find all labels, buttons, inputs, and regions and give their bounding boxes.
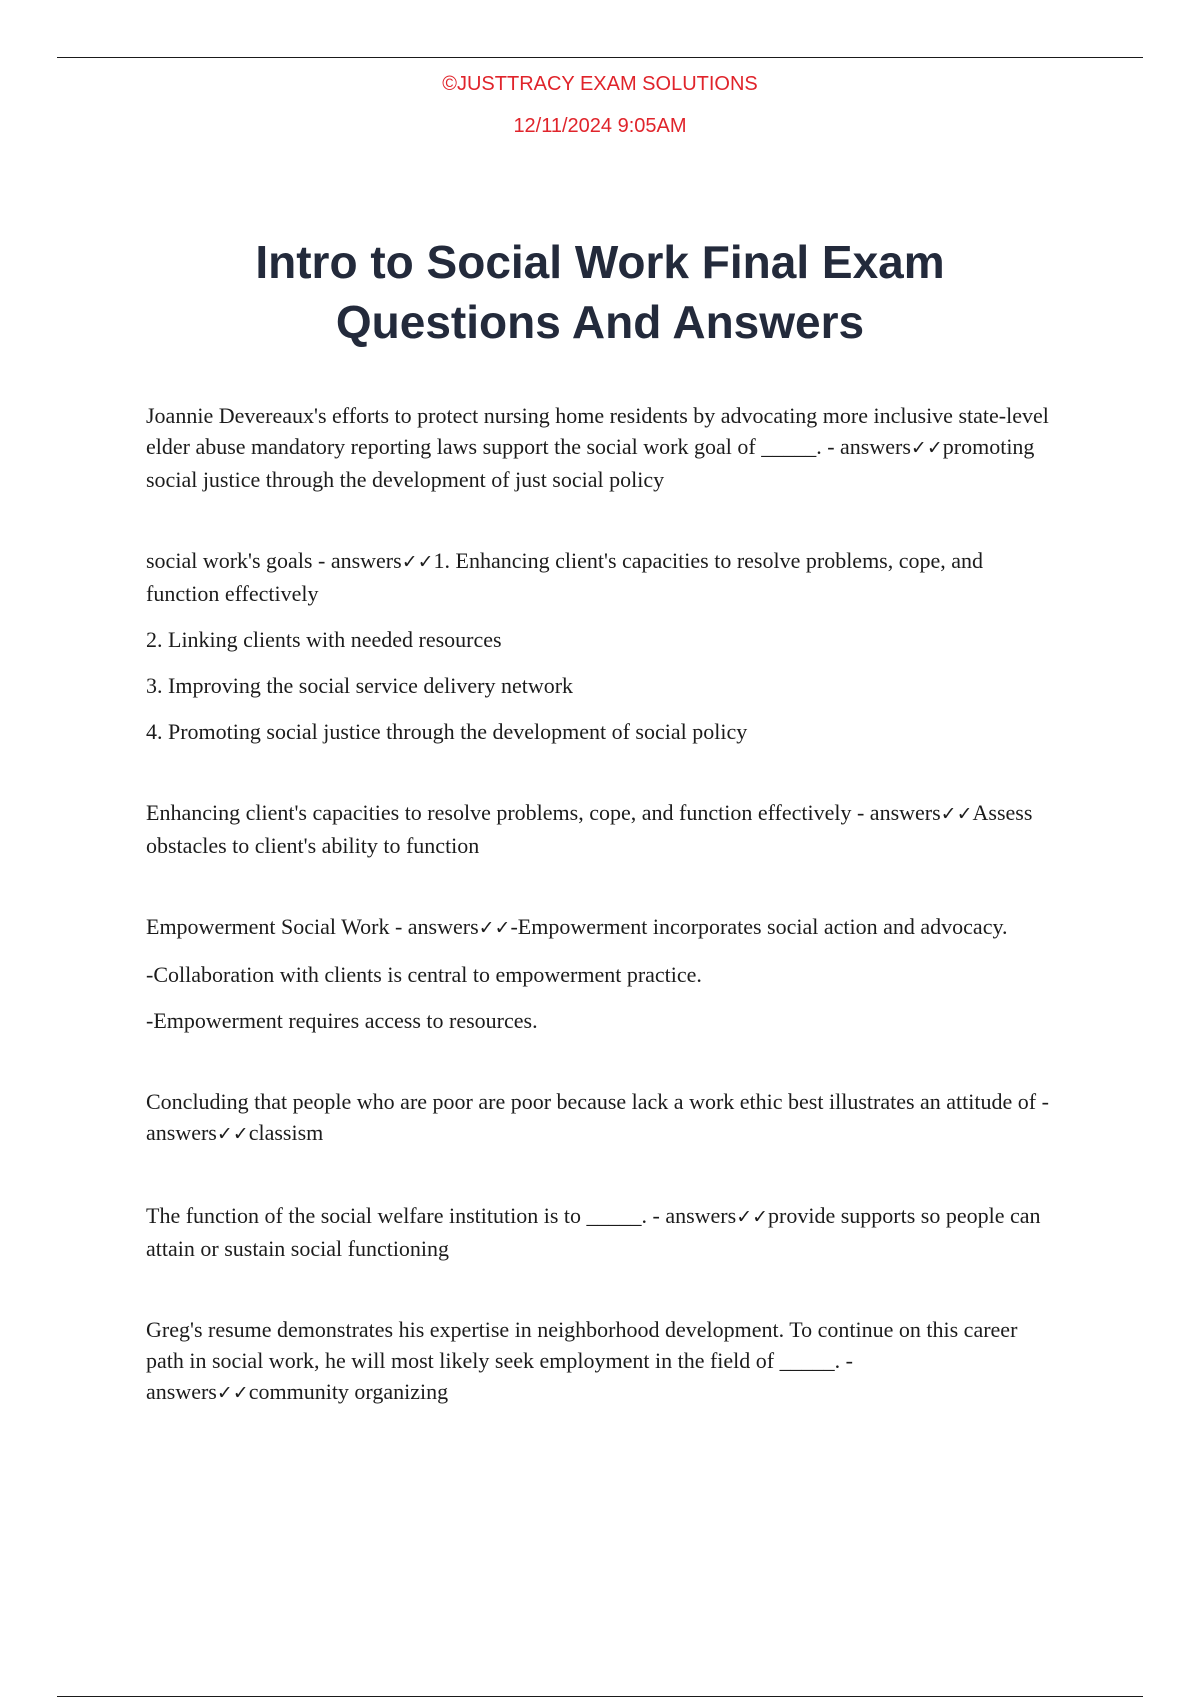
copyright-text: ©JUSTTRACY EXAM SOLUTIONS bbox=[442, 73, 758, 95]
answer-text: promoting social justice through the development of just social policy bbox=[146, 434, 1035, 492]
question-text: Enhancing client's capacities to resolve problems, cope, and function effectively - answers bbox=[146, 800, 941, 825]
qa-paragraph bbox=[146, 1086, 1056, 1150]
qa-item bbox=[146, 797, 1056, 861]
check-icon: ✓✓ bbox=[216, 1123, 249, 1145]
answer-extra-line: 3. Improving the social service delivery network bbox=[146, 673, 574, 698]
qa-paragraph bbox=[146, 545, 1056, 609]
check-icon: ✓✓ bbox=[216, 1382, 249, 1404]
document-title bbox=[0, 232, 1200, 352]
top-rule bbox=[57, 57, 1143, 58]
answer-extra-line: -Empowerment requires access to resources. bbox=[146, 1008, 538, 1033]
answer-extra-line: 4. Promoting social justice through the development of social policy bbox=[146, 719, 748, 744]
check-icon: ✓✓ bbox=[401, 551, 434, 573]
qa-item bbox=[146, 1086, 1056, 1150]
check-icon: ✓✓ bbox=[910, 437, 943, 459]
title-line-2: Questions And Answers bbox=[335, 296, 865, 348]
question-text: Greg's resume demonstrates his expertise in neighborhood development. To continue on this career path in social work, he will most likely seek employment in the field of _____. - answers bbox=[146, 1317, 1018, 1404]
check-icon: ✓✓ bbox=[736, 1206, 769, 1228]
answer-text: community organizing bbox=[248, 1379, 449, 1404]
qa-item bbox=[146, 1200, 1056, 1264]
bottom-rule bbox=[57, 1696, 1143, 1697]
qa-paragraph bbox=[146, 1314, 1056, 1409]
page-header bbox=[0, 68, 1200, 152]
answer-text: classism bbox=[248, 1120, 324, 1145]
answer-text: -Empowerment incorporates social action and advocacy. bbox=[510, 914, 1008, 939]
qa-item bbox=[146, 911, 1056, 1036]
question-text: Empowerment Social Work - answers bbox=[146, 914, 479, 939]
answer-text: 1. Enhancing client's capacities to resolve problems, cope, and function effectively bbox=[146, 548, 984, 606]
question-text: The function of the social welfare institution is to _____. - answers bbox=[146, 1203, 737, 1228]
timestamp-text: 12/11/2024 9:05AM bbox=[513, 115, 687, 137]
qa-item bbox=[146, 545, 1056, 747]
qa-paragraph bbox=[146, 1200, 1056, 1264]
answer-extra-line: 2. Linking clients with needed resources bbox=[146, 627, 502, 652]
question-text: Concluding that people who are poor are poor because lack a work ethic best illustrates an attitude of - answers bbox=[146, 1089, 1049, 1145]
title-line-1: Intro to Social Work Final Exam bbox=[255, 236, 945, 288]
qa-list bbox=[146, 400, 1056, 1409]
answer-text: Assess obstacles to client's ability to function bbox=[146, 800, 1033, 858]
check-icon: ✓✓ bbox=[478, 917, 511, 939]
answer-text: provide supports so people can attain or sustain social functioning bbox=[146, 1203, 1041, 1261]
qa-paragraph bbox=[146, 911, 1056, 944]
question-text: social work's goals - answers bbox=[146, 548, 402, 573]
qa-paragraph bbox=[146, 797, 1056, 861]
question-text: Joannie Devereaux's efforts to protect nursing home residents by advocating more inclusive state-level elder abuse mandatory reporting laws support the social work goal of _____. - answers bbox=[146, 403, 1049, 459]
qa-item bbox=[146, 1314, 1056, 1409]
qa-paragraph bbox=[146, 400, 1056, 495]
qa-item bbox=[146, 400, 1056, 495]
answer-extra-line: -Collaboration with clients is central to empowerment practice. bbox=[146, 962, 702, 987]
check-icon: ✓✓ bbox=[940, 803, 973, 825]
